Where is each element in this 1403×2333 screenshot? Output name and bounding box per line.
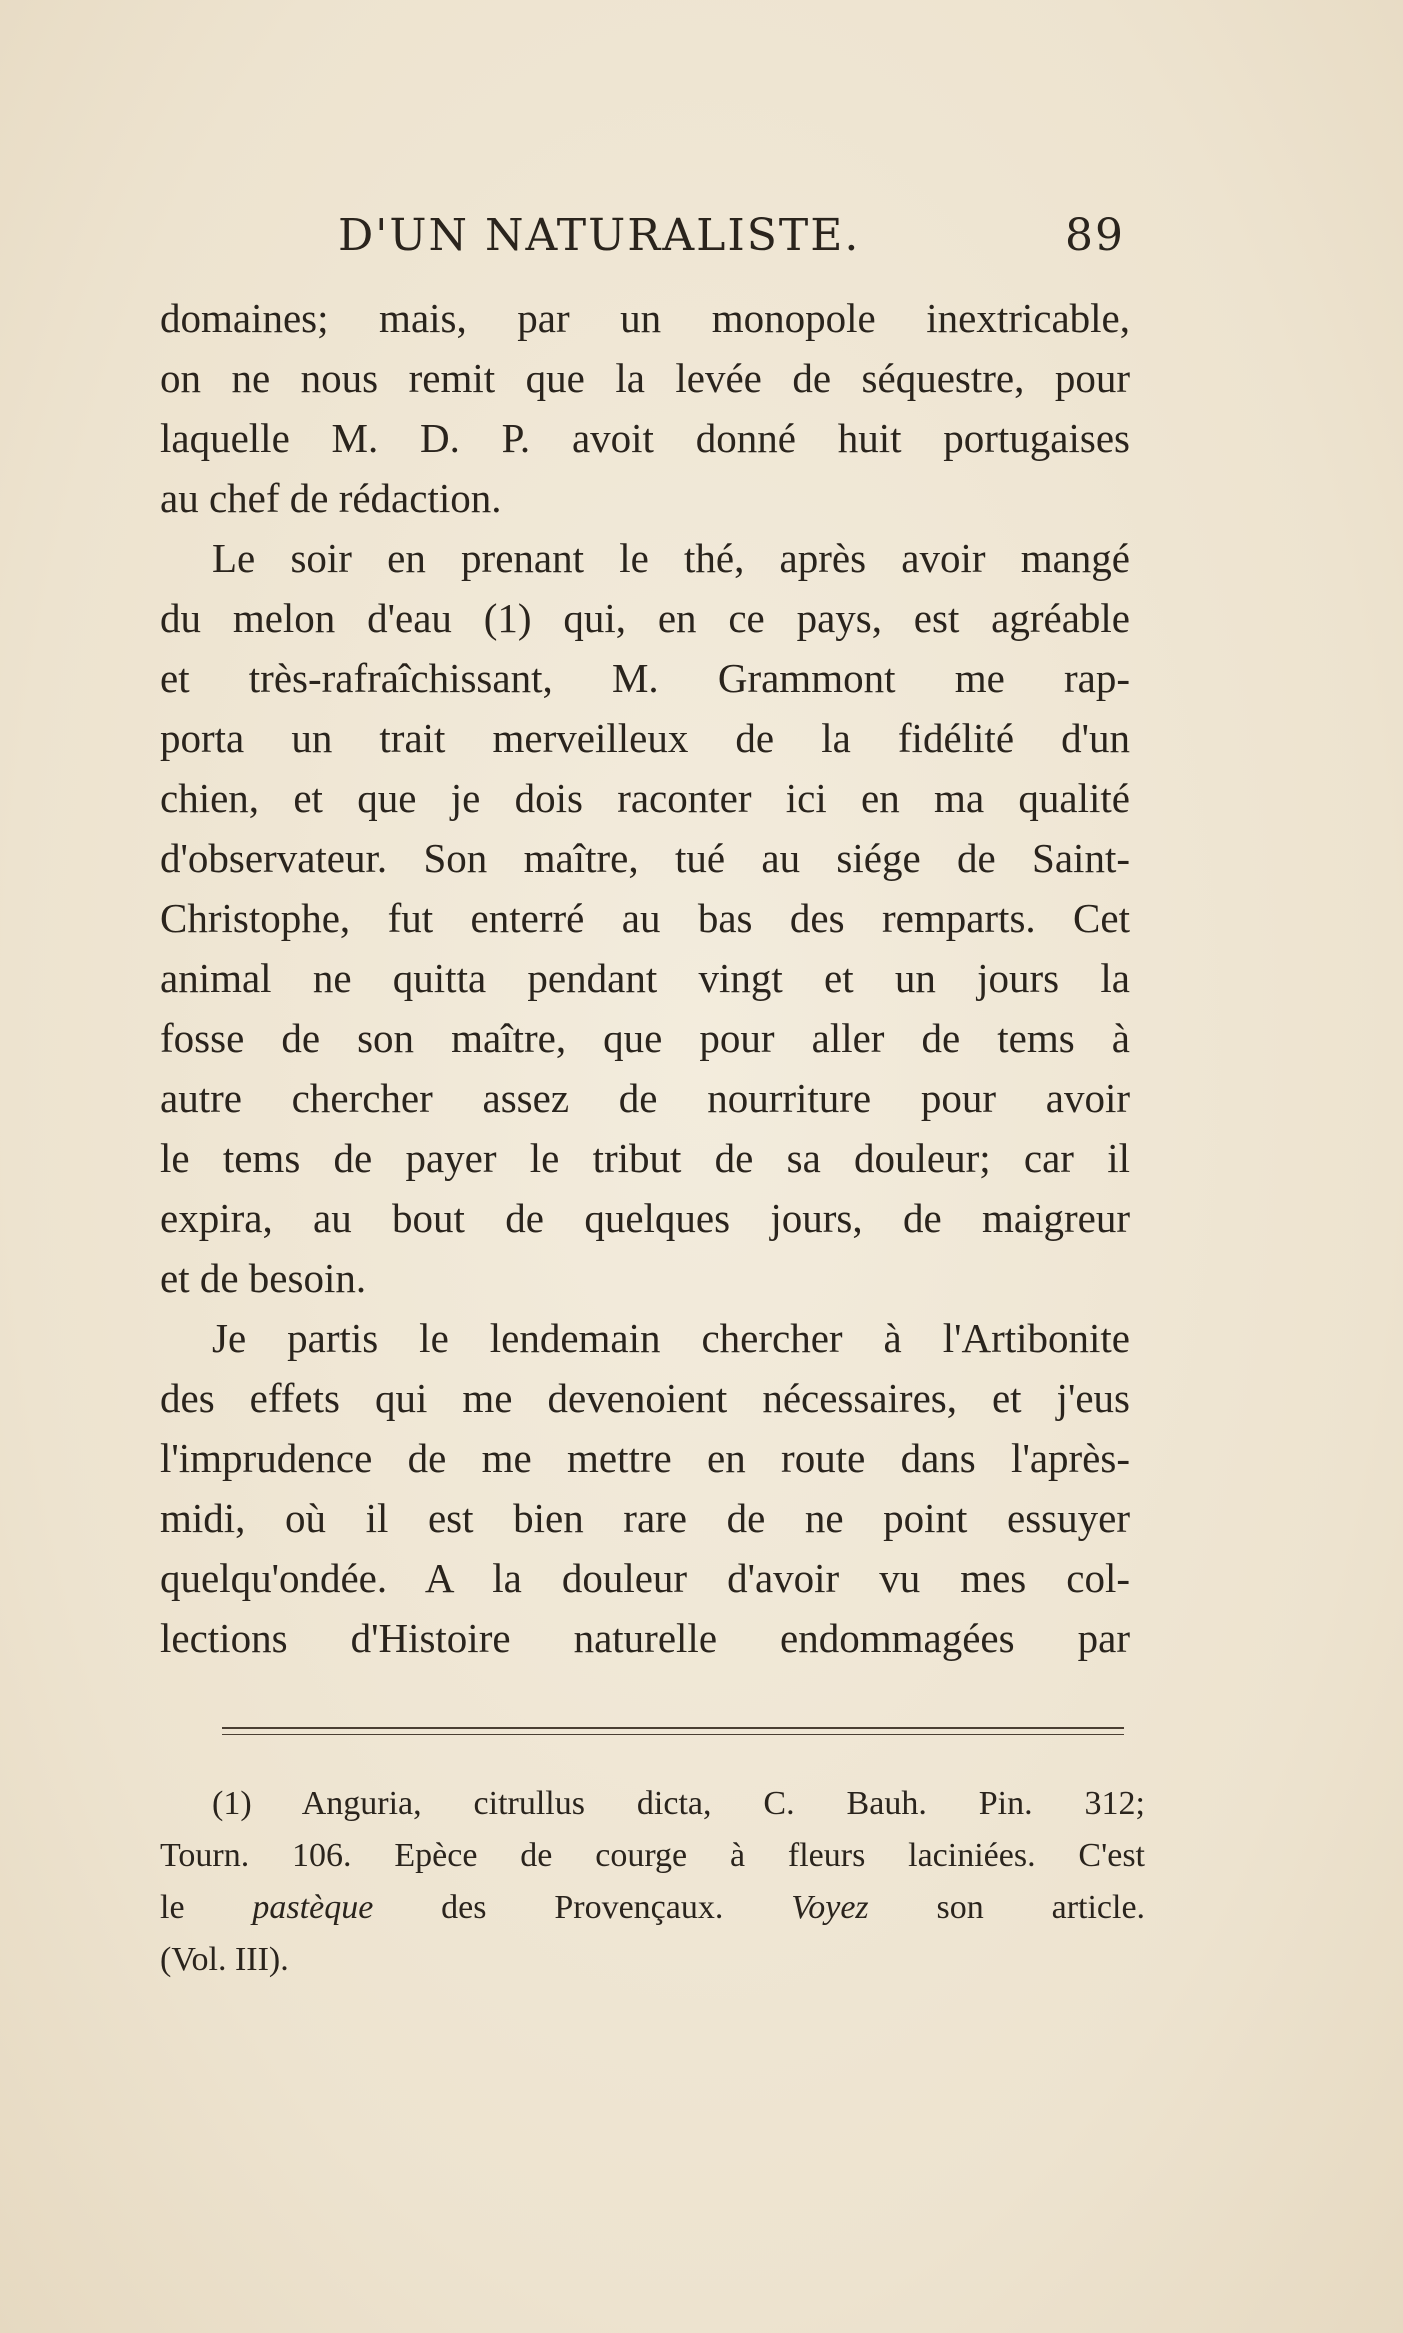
paragraph-3 xyxy=(160,1308,1130,1668)
footnote-line: Tourn. 106. Epèce de courge à fleurs laciniées. C'est xyxy=(160,1837,1145,1874)
text-line: fosse de son maître, que pour aller de tems à xyxy=(160,1015,1130,1061)
text-line: Je partis le lendemain chercher à l'Artibonite xyxy=(212,1315,1130,1361)
text-line: autre chercher assez de nourriture pour avoir xyxy=(160,1075,1130,1121)
text-line: lections d'Histoire naturelle endommagées par xyxy=(160,1615,1130,1661)
text-line: des effets qui me devenoient nécessaires, et j'eus xyxy=(160,1375,1130,1421)
text-line: au chef de rédaction. xyxy=(160,475,502,521)
text-line: et très-rafraîchissant, M. Grammont me rap- xyxy=(160,655,1130,701)
footnote-line: (1) Anguria, citrullus dicta, C. Bauh. Pin. 312; xyxy=(212,1785,1145,1822)
running-header xyxy=(160,210,1140,270)
text-line: chien, et que je dois raconter ici en ma qualité xyxy=(160,775,1130,821)
text-line: Christophe, fut enterré au bas des remparts. Cet xyxy=(160,895,1130,941)
running-title: D'UN NATURALISTE. xyxy=(338,210,861,261)
text-line: porta un trait merveilleux de la fidélité d'un xyxy=(160,715,1130,761)
paragraph-2 xyxy=(160,528,1130,1308)
main-text xyxy=(160,288,1130,1668)
text-line: d'observateur. Son maître, tué au siége de Saint- xyxy=(160,835,1130,881)
footnote-line: (Vol. III). xyxy=(160,1941,289,1978)
footnote-text: son article. xyxy=(936,1889,1146,1926)
text-line: on ne nous remit que la levée de séquestre, pour xyxy=(160,355,1130,401)
text-line: laquelle M. D. P. avoit donné huit portugaises xyxy=(160,415,1130,461)
footnote-italic-see: Voyez xyxy=(791,1889,869,1926)
text-line: du melon d'eau (1) qui, en ce pays, est agréable xyxy=(160,595,1130,641)
text-line: l'imprudence de me mettre en route dans l'après- xyxy=(160,1435,1130,1481)
footnote-italic-term: pastèque xyxy=(252,1889,374,1926)
text-line: domaines; mais, par un monopole inextricable, xyxy=(160,295,1130,341)
paragraph-1 xyxy=(160,288,1130,528)
page-number: 89 xyxy=(1065,210,1125,261)
text-line: Le soir en prenant le thé, après avoir mangé xyxy=(212,535,1130,581)
text-line: midi, où il est bien rare de ne point essuyer xyxy=(160,1495,1130,1541)
text-line: quelqu'ondée. A la douleur d'avoir vu mes col- xyxy=(160,1555,1130,1601)
footnote-text: le xyxy=(160,1889,185,1926)
text-line: et de besoin. xyxy=(160,1255,367,1301)
footnote-line xyxy=(160,1882,1145,1934)
text-line: expira, au bout de quelques jours, de maigreur xyxy=(160,1195,1130,1241)
footnote-text: des Provençaux. xyxy=(441,1889,724,1926)
text-line: animal ne quitta pendant vingt et un jours la xyxy=(160,955,1130,1001)
text-line: le tems de payer le tribut de sa douleur; car il xyxy=(160,1135,1130,1181)
footnote xyxy=(160,1778,1145,1986)
footnote-divider xyxy=(222,1727,1124,1735)
